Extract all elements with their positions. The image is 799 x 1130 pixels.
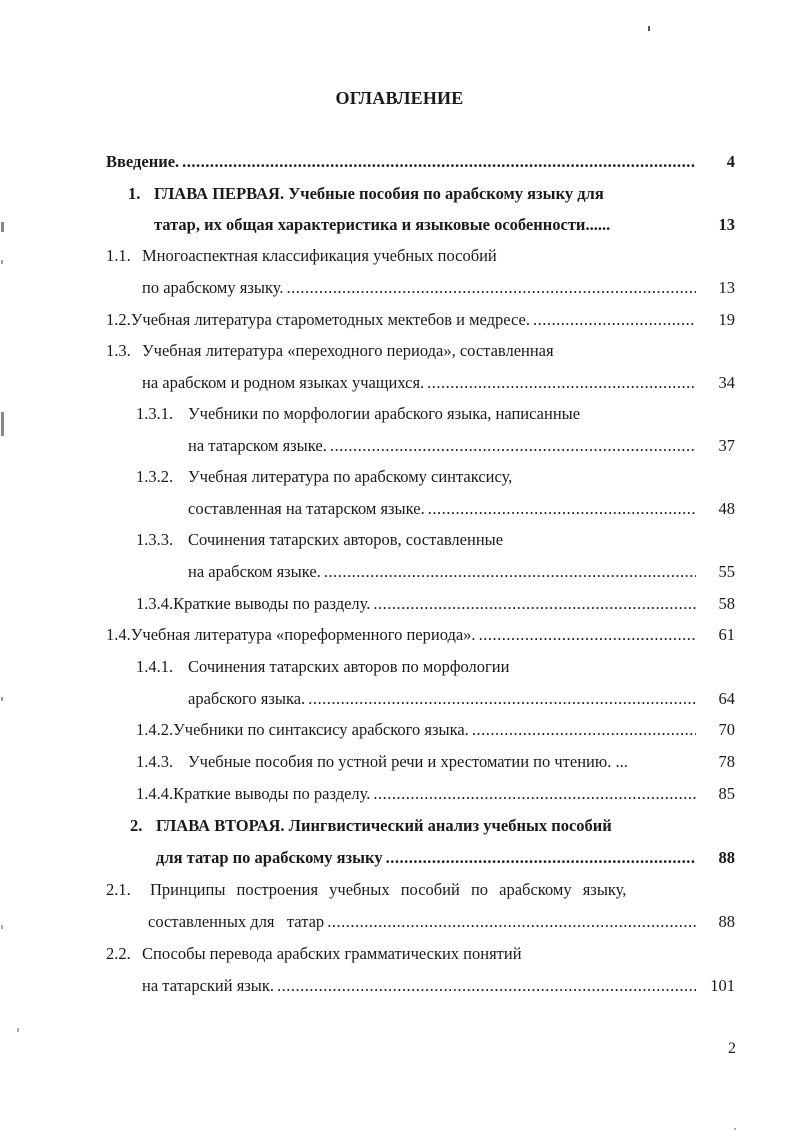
toc-entry-chapter-1-cont[interactable] <box>154 213 610 237</box>
scan-artifact <box>1 925 3 929</box>
toc-entry-text: Учебные пособия по устной речи и хрестоматии по чтению. ... <box>188 752 628 771</box>
toc-leader-dots <box>373 592 696 616</box>
toc-entry-2-2[interactable] <box>106 942 522 966</box>
toc-entry-text: ГЛАВА ВТОРАЯ. Лингвистический анализ учебных пособий <box>156 816 612 835</box>
toc-page-number: 34 <box>718 373 735 392</box>
toc-leader-dots <box>428 497 696 521</box>
toc-entry-text: арабского языка. <box>188 689 306 708</box>
toc-entry-text: Учебники по морфологии арабского языка, написанные <box>188 404 581 423</box>
toc-page-number: 48 <box>718 499 735 518</box>
toc-entry-1-4[interactable] <box>106 623 696 647</box>
toc-entry-number: 1.4.3. <box>136 752 174 771</box>
toc-entry-1-2[interactable] <box>106 308 696 332</box>
toc-entry-text: на татарский язык. <box>142 976 275 995</box>
toc-page-number: 101 <box>710 976 735 995</box>
toc-entry-number: 1.4. <box>106 625 131 644</box>
toc-entry-chapter-2[interactable] <box>130 814 612 838</box>
toc-page-number: 85 <box>718 784 735 803</box>
toc-leader-dots <box>330 434 696 458</box>
toc-entry-1-4-1[interactable] <box>136 655 509 679</box>
toc-page-number: 19 <box>718 310 735 329</box>
toc-entry-text: Введение. <box>106 152 180 171</box>
toc-entry-number: 1.3. <box>106 341 131 360</box>
toc-page-number: 4 <box>726 152 735 171</box>
toc-entry-1-4-4[interactable] <box>136 782 696 806</box>
toc-entry-number: 1.4.2. <box>136 720 174 739</box>
toc-entry-text: Учебная литература по арабскому синтаксису, <box>188 467 513 486</box>
scan-artifact <box>648 26 650 31</box>
toc-entry-text: Краткие выводы по разделу. <box>173 784 371 803</box>
toc-entry-text: для татар по арабскому языку <box>156 848 383 867</box>
toc-entry-1-3-2-cont[interactable] <box>188 497 696 521</box>
toc-page-number: 55 <box>718 562 735 581</box>
toc-entry-number: 2.2. <box>106 944 131 963</box>
toc-entry-2-1[interactable] <box>106 878 736 902</box>
toc-entry-1-4-3[interactable] <box>136 750 628 774</box>
toc-entry-introduction[interactable] <box>106 150 696 174</box>
toc-entry-text: Многоаспектная классификация учебных пособий <box>142 246 497 265</box>
scan-artifact <box>1 697 3 701</box>
toc-entry-1-3-4[interactable] <box>136 592 696 616</box>
toc-entry-chapter-1[interactable] <box>128 182 604 206</box>
toc-entry-text: на арабском и родном языках учащихся. <box>142 373 425 392</box>
toc-entry-number: 1.4.1. <box>136 657 174 676</box>
toc-page-number: 58 <box>718 594 735 613</box>
toc-leader-dots <box>327 910 696 934</box>
toc-entry-1-3-1[interactable] <box>136 402 580 426</box>
toc-page-number: 13 <box>718 215 735 234</box>
toc-leader-dots <box>324 560 696 584</box>
toc-page-number: 13 <box>718 278 735 297</box>
toc-entry-text: на арабском языке. <box>188 562 321 581</box>
toc-leader-dots <box>533 308 696 332</box>
toc-entry-text: на татарском языке. <box>188 436 327 455</box>
toc-entry-number: 1.1. <box>106 246 131 265</box>
toc-entry-1-3-1-cont[interactable] <box>188 434 696 458</box>
toc-entry-text: составленная на татарском языке. <box>188 499 425 518</box>
scan-artifact <box>1 222 4 232</box>
toc-entry-text: Сочинения татарских авторов, составленные <box>188 530 504 549</box>
toc-entry-2-2-cont[interactable] <box>142 974 696 998</box>
toc-leader-dots <box>373 782 696 806</box>
toc-entry-1-3-3-cont[interactable] <box>188 560 696 584</box>
toc-entry-text: Принципы построения учебных пособий по арабскому языку, <box>150 880 627 899</box>
toc-leader-dots <box>427 371 696 395</box>
toc-entry-1-4-1-cont[interactable] <box>188 687 696 711</box>
toc-entry-text: по арабскому языку. <box>142 278 284 297</box>
toc-leader-dots <box>308 687 696 711</box>
toc-page-number: 64 <box>718 689 735 708</box>
toc-page-number: 88 <box>718 848 735 867</box>
toc-leader-dots <box>479 623 696 647</box>
toc-leader-dots <box>182 150 696 174</box>
toc-leader-dots <box>277 974 696 998</box>
toc-entry-text: ГЛАВА ПЕРВАЯ. Учебные пособия по арабскому языку для <box>154 184 604 203</box>
toc-entry-number: 1.2. <box>106 310 131 329</box>
toc-page-number: 61 <box>718 625 735 644</box>
toc-entry-text: составленных для татар <box>148 912 325 931</box>
toc-page-number: 37 <box>718 436 735 455</box>
toc-entry-chapter-2-cont[interactable] <box>156 846 696 870</box>
toc-entry-text: татар, их общая характеристика и языковые особенности...... <box>154 215 611 234</box>
toc-entry-text: Учебная литература старометодных мектебов и медресе. <box>130 310 530 329</box>
toc-entry-number: 1.3.2. <box>136 467 174 486</box>
toc-entry-1-4-2[interactable] <box>136 718 696 742</box>
page-number-footer: 2 <box>728 1040 736 1057</box>
toc-entry-1-3-cont[interactable] <box>142 371 696 395</box>
toc-leader-dots <box>472 718 696 742</box>
scan-artifact <box>1 260 3 264</box>
page-title: ОГЛАВЛЕНИЕ <box>335 88 464 108</box>
toc-entry-text: Способы перевода арабских грамматических понятий <box>142 944 522 963</box>
scan-artifact <box>17 1028 19 1032</box>
toc-page-number: 70 <box>718 720 735 739</box>
toc-entry-text: Сочинения татарских авторов по морфологии <box>188 657 510 676</box>
toc-entry-2-1-cont[interactable] <box>148 910 696 934</box>
toc-entry-text: Учебники по синтаксису арабского языка. <box>173 720 469 739</box>
toc-entry-1-1-cont[interactable] <box>142 276 696 300</box>
toc-entry-number: 1.3.4. <box>136 594 174 613</box>
toc-leader-dots <box>386 846 696 870</box>
toc-entry-number: 1.4.4. <box>136 784 174 803</box>
toc-entry-text: Учебная литература «переходного периода», составленная <box>142 341 554 360</box>
scan-artifact <box>1 412 4 436</box>
toc-page-number: 88 <box>718 912 735 931</box>
toc-entry-number: 2. <box>130 816 143 835</box>
toc-entry-1-3-3[interactable] <box>136 528 503 552</box>
toc-entry-text: Краткие выводы по разделу. <box>173 594 371 613</box>
toc-entry-number: 1.3.1. <box>136 404 174 423</box>
toc-entry-1-1[interactable] <box>106 244 497 268</box>
toc-leader-dots <box>286 276 696 300</box>
toc-entry-1-3[interactable] <box>106 339 554 363</box>
toc-entry-1-3-2[interactable] <box>136 465 512 489</box>
toc-entry-number: 2.1. <box>106 880 131 899</box>
toc-page-number: 78 <box>718 752 735 771</box>
toc-entry-number: 1. <box>128 184 141 203</box>
toc-entry-text: Учебная литература «пореформенного периода». <box>130 625 476 644</box>
toc-entry-number: 1.3.3. <box>136 530 174 549</box>
